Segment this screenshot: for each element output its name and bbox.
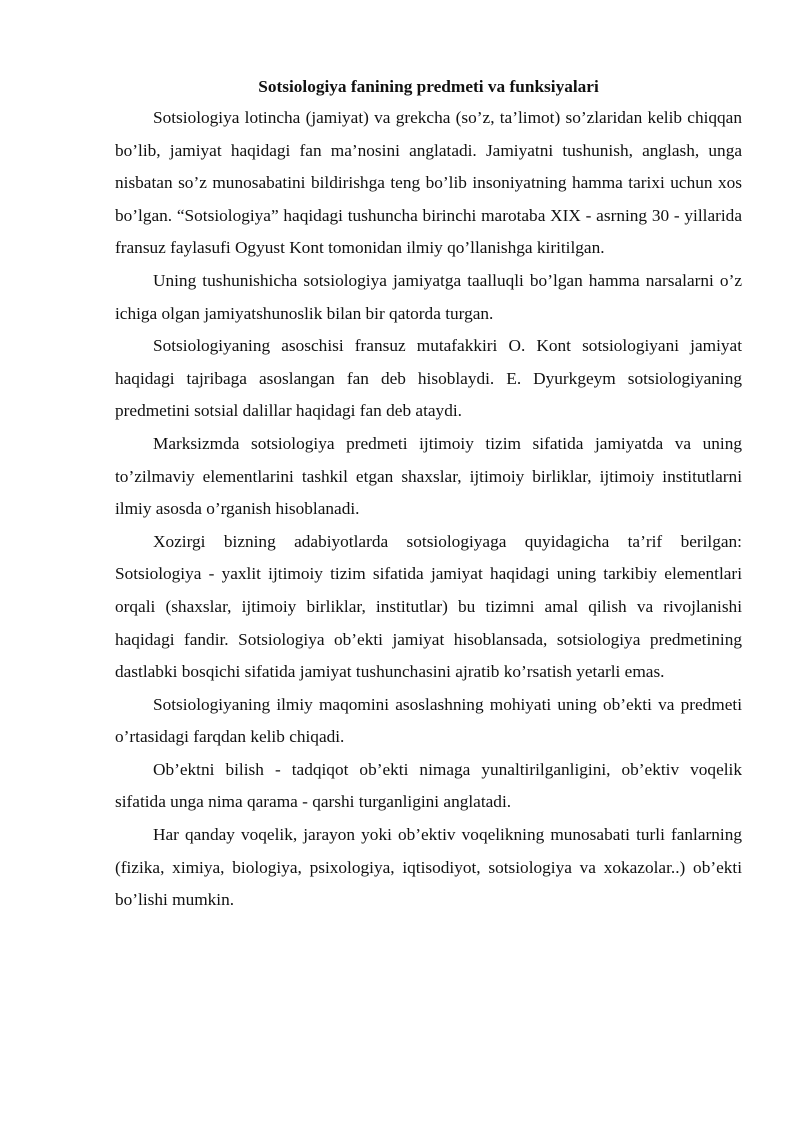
document-body xyxy=(115,72,742,917)
paragraph-scientific-status: Sotsiologiyaning ilmiy maqomini asoslashning mohiyati uning ob’ekti va predmeti o’rtasidagi farqdan kelib chiqadi. xyxy=(115,694,742,747)
paragraph-founder: Sotsiologiyaning asoschisi fransuz mutafakkiri O. Kont sotsiologiyani jamiyat haqidagi tajribaga asoslangan fan deb hisoblaydi. E. Dyurkgeym sotsiologiyaning predmetini sotsial dalillar haqidagi fan deb ataydi. xyxy=(115,336,742,421)
paragraph-object-knowledge: Ob’ektni bilish - tadqiqot ob’ekti nimaga yunaltirilganligini, ob’ektiv voqelik sifatida unga nima qarama - qarshi turganligini anglatadi. xyxy=(115,759,742,812)
paragraph-reality-object: Har qanday voqelik, jarayon yoki ob’ektiv voqelikning munosabati turli fanlarning (fizika, ximiya, biologiya, psixologiya, iqtisodiyot, sotsiologiya va xokazolar..) ob’ekti bo’lishi mumkin. xyxy=(115,825,742,910)
paragraph-understanding: Uning tushunishicha sotsiologiya jamiyatga taalluqli bo’lgan hamma narsalarni o’z ichiga olgan jamiyatshunoslik bilan bir qatorda turgan. xyxy=(115,270,742,323)
paragraph-modern-definition: Xozirgi bizning adabiyotlarda sotsiologiyaga quyidagicha ta’rif berilgan: Sotsiologiya - yaxlit ijtimoiy tizim sifatida jamiyat haqidagi uning tarkibiy elementlari orqali (shaxslar, ijtimoiy birliklar, institutlar) bu tizimni amal qilish va rivojlanishi haqidagi fandir. Sotsiologiya ob’ekti jamiyat hisoblansada, sotsiologiya predmetining dastlabki bosqichi sifatida jamiyat tushunchasini ajratib ko’rsatish yetarli emas. xyxy=(115,531,742,682)
page-title: Sotsiologiya fanining predmeti va funksiyalari xyxy=(258,77,599,96)
paragraph-marxism: Marksizmda sotsiologiya predmeti ijtimoiy tizim sifatida jamiyatda va uning to’zilmaviy elementlarini tashkil etgan shaxslar, ijtimoiy birliklar, ijtimoiy institutlarni ilmiy asosda o’rganish hisoblanadi. xyxy=(115,433,742,519)
paragraph-definition: Sotsiologiya lotincha (jamiyat) va grekcha (so’z, ta’limot) so’zlaridan kelib chiqqan bo’lib, jamiyat haqidagi fan ma’nosini anglatadi. Jamiyatni tushunish, anglash, unga nisbatan so’z munosabatini bildirishga teng bo’lib insoniyatning hamma tarixi uchun xos bo’lgan. “Sotsiologiya” haqidagi tushuncha birinchi marotaba XIX - asrning 30 - yillarida fransuz faylasufi Ogyust Kont tomonidan ilmiy qo’llanishga kiritilgan. xyxy=(115,108,742,258)
